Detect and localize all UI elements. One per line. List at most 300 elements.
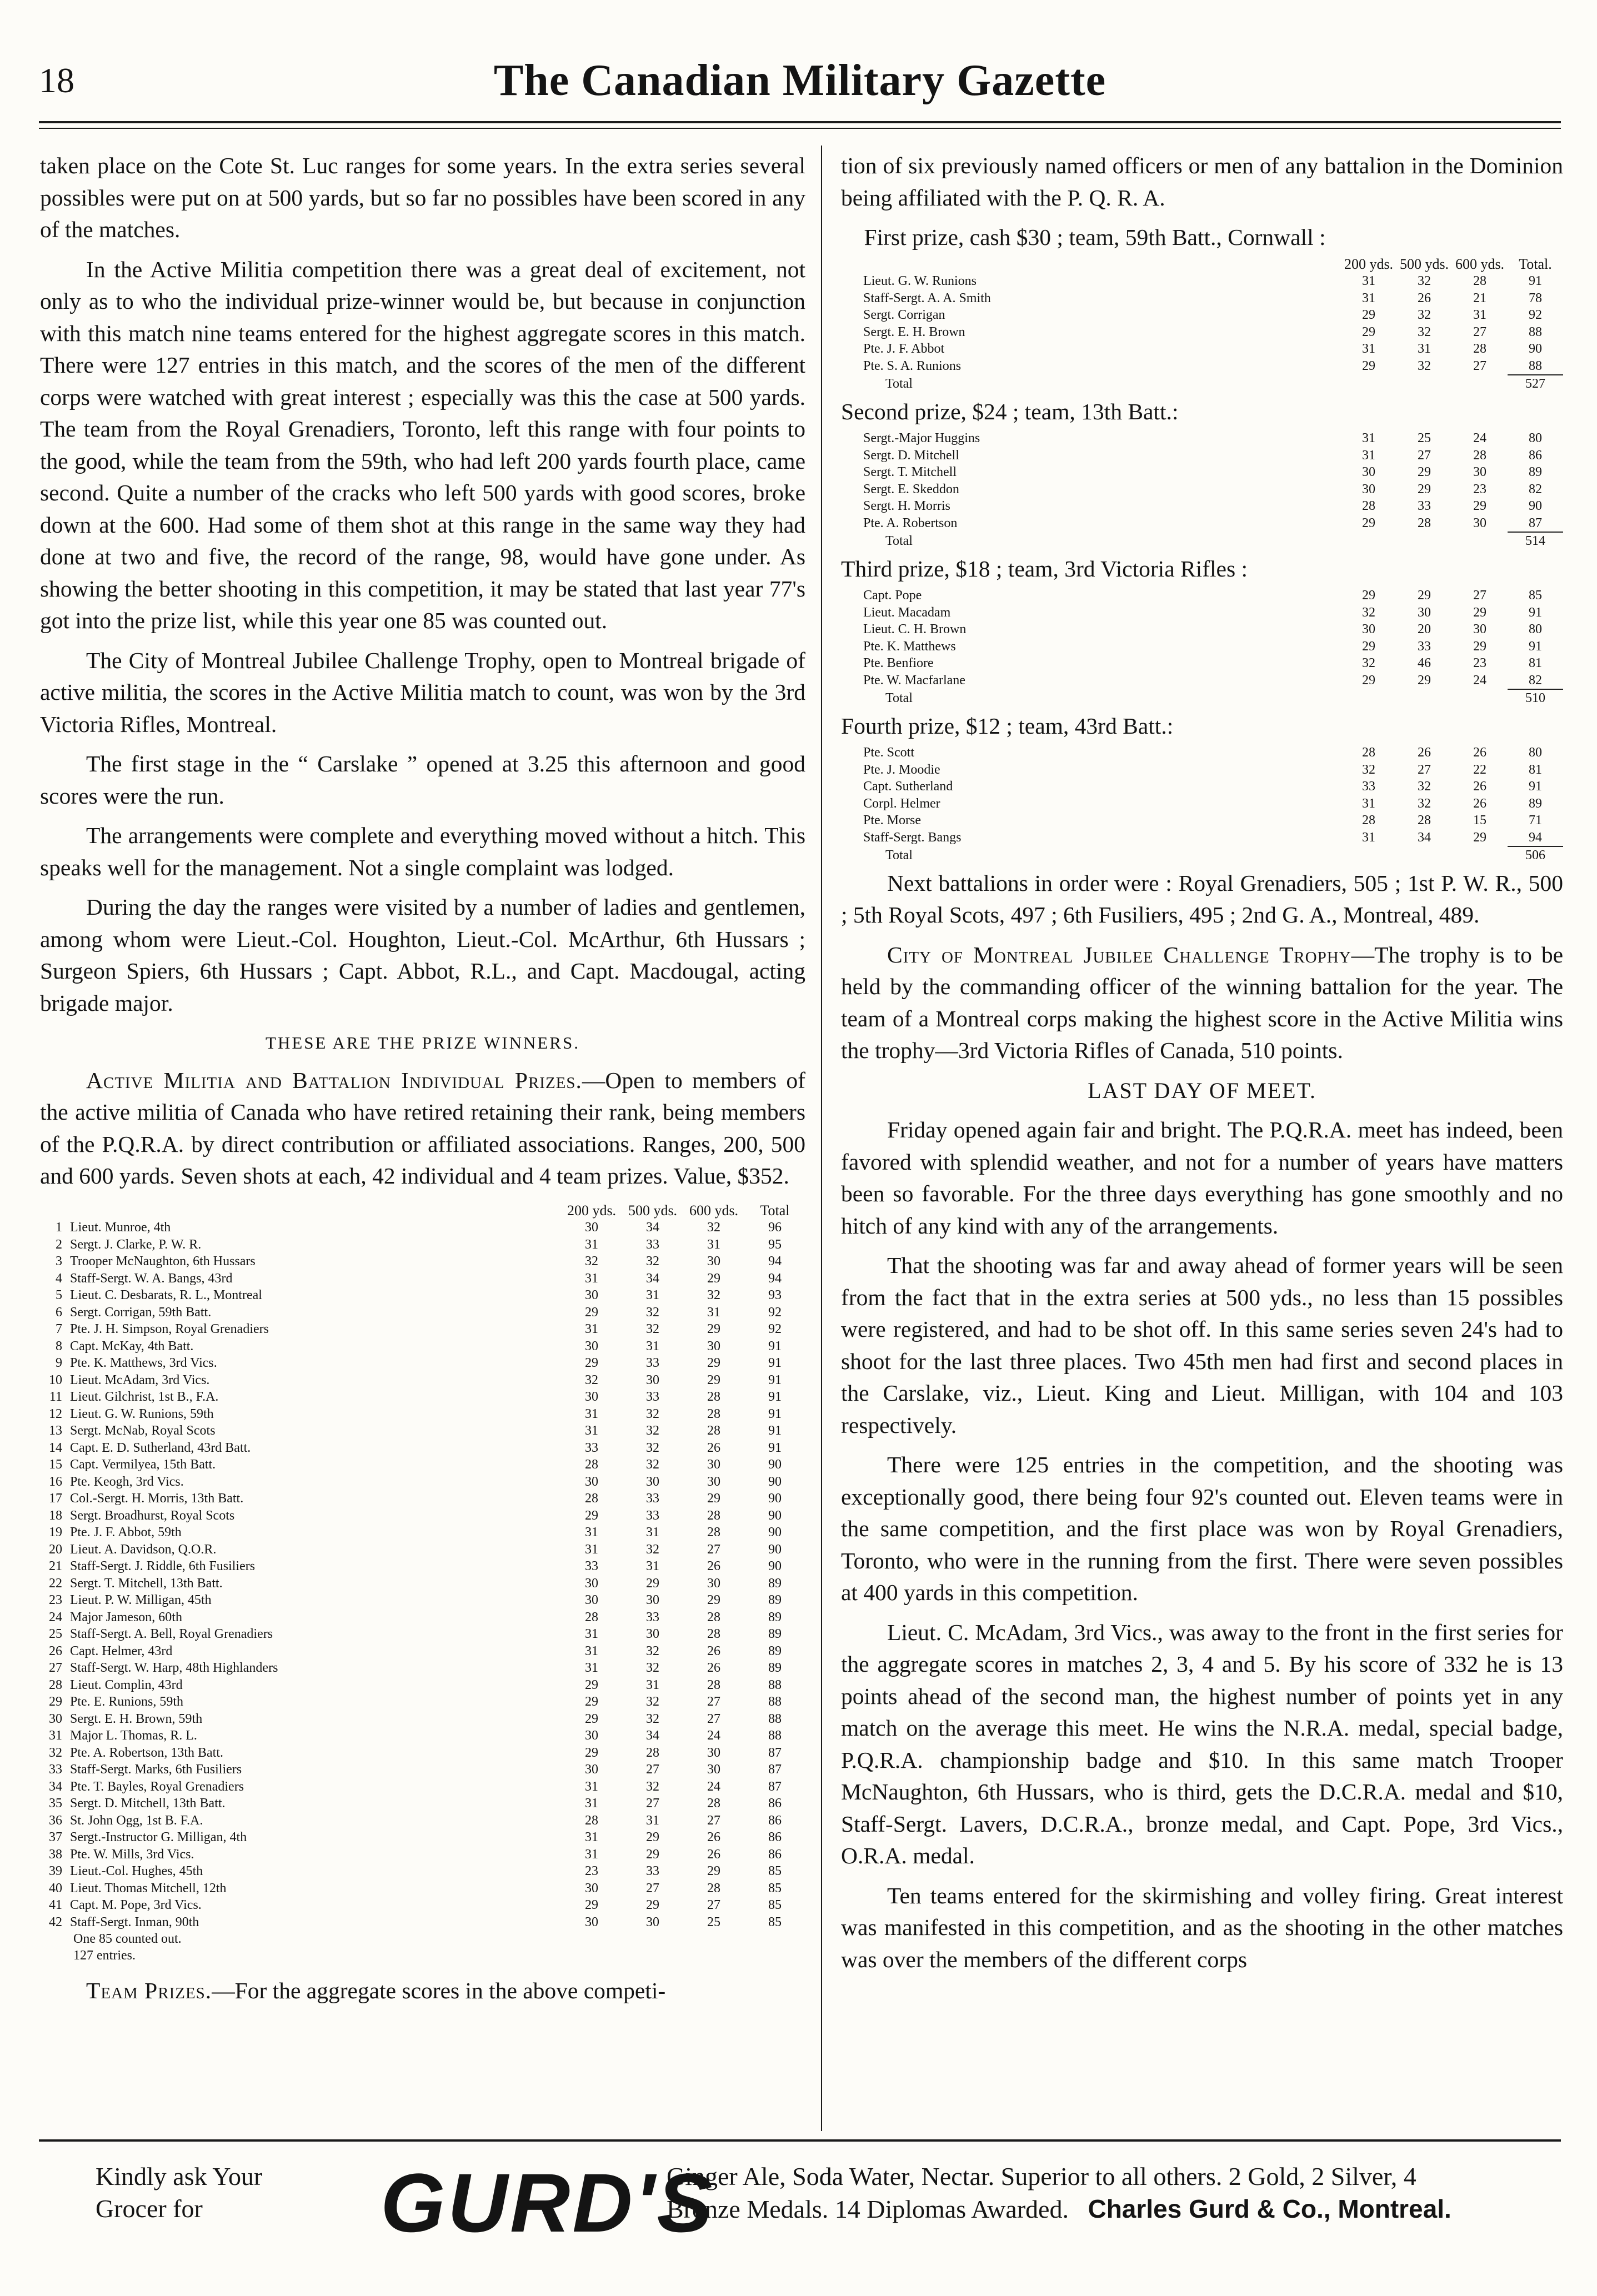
article-paragraph — [841, 939, 1563, 1067]
article-paragraph: The first stage in the “ Carslake ” opened at 3.25 this afternoon and good scores were the run. — [40, 751, 805, 809]
score-cell: 32 — [707, 1220, 720, 1235]
score-cell: 32 — [646, 1643, 659, 1658]
gurds-logo: GURD'S — [381, 2156, 715, 2249]
ad-line — [667, 2193, 1451, 2225]
name-cell: Capt. Helmer, 43rd — [70, 1643, 173, 1658]
team-score-table — [841, 744, 1563, 864]
table-row — [40, 1440, 805, 1457]
score-cell: 30 — [585, 1576, 598, 1591]
table-row — [40, 1744, 805, 1762]
score-cell: 32 — [646, 1423, 659, 1438]
empty-cell — [1341, 375, 1396, 393]
empty-cell — [1396, 532, 1452, 550]
score-cell: 26 — [707, 1830, 720, 1844]
score-cell: 28 — [707, 1627, 720, 1641]
column-header: Total — [760, 1202, 790, 1219]
score-cell: 25 — [1418, 431, 1431, 445]
name-cell: Sergt. T. Mitchell — [863, 465, 957, 479]
score-cell: 29 — [585, 1745, 598, 1760]
score-cell: 88 — [768, 1695, 782, 1709]
score-cell: 32 — [646, 1542, 659, 1557]
table-row — [40, 1829, 805, 1846]
article-paragraph: Ten teams entered for the skirmishing and volley firing. Great interest was manifested in this competition, and as the shooting in the other matches was over the members of the different corps — [841, 1882, 1563, 1972]
empty-cell — [1396, 846, 1452, 864]
score-cell: 91 — [1529, 605, 1542, 620]
score-cell: 81 — [1529, 762, 1542, 777]
rank-cell: 10 — [49, 1372, 62, 1387]
name-cell: Lieut. Gilchrist, 1st B., F.A. — [70, 1390, 219, 1404]
score-cell: 33 — [646, 1237, 659, 1252]
score-cell: 29 — [585, 1356, 598, 1370]
score-cell: 92 — [1529, 308, 1542, 322]
score-cell: 32 — [646, 1661, 659, 1675]
rank-cell: 30 — [49, 1711, 62, 1726]
score-cell: 91 — [768, 1440, 782, 1455]
score-cell: 85 — [1529, 588, 1542, 603]
score-cell: 29 — [1362, 639, 1375, 654]
score-cell: 85 — [768, 1914, 782, 1929]
score-cell: 32 — [1418, 308, 1431, 322]
score-cell: 24 — [1473, 673, 1486, 688]
table-row — [841, 761, 1563, 779]
left-column — [40, 150, 805, 2015]
rank-cell: 34 — [49, 1779, 62, 1794]
name-header — [70, 1202, 561, 1220]
name-cell: Lieut. G. W. Runions, 59th — [70, 1406, 214, 1421]
score-cell: 32 — [646, 1322, 659, 1336]
score-cell: 29 — [585, 1695, 598, 1709]
score-cell: 94 — [1529, 830, 1542, 845]
header-rule-bottom — [39, 128, 1561, 129]
rank-cell: 32 — [49, 1745, 62, 1760]
score-cell: 31 — [646, 1525, 659, 1540]
article-paragraph: Lieut. C. McAdam, 3rd Vics., was away to the front in the first series for the aggregate scores in matches 2, 3, 4 and 5. By his score of 332 he is 13 points ahead of the second man, the highest number of points yet in any match on the average this meet. He wins the N.R.A. medal, special badge, P.Q.R.A. championship badge and $10. In this same match Trooper McNaughton, 6th Hussars, who is third, gets the D.C.R.A. medal and $10, Staff-Sergt. Lavers, D.C.R.A., bronze medal, and Capt. Pope, 3rd Vics., O.R.A. medal. — [841, 1619, 1563, 1868]
total-row — [841, 532, 1563, 550]
score-cell: 89 — [768, 1576, 782, 1591]
rank-cell: 31 — [49, 1728, 62, 1743]
score-cell: 29 — [1473, 499, 1486, 513]
name-cell: Pte. S. A. Runions — [863, 359, 962, 373]
rank-cell: 21 — [49, 1559, 62, 1573]
masthead: The Canadian Military Gazette — [493, 56, 1107, 105]
column-header: 600 yds. — [1455, 255, 1505, 272]
ad-line: Ginger Ale, Soda Water, Nectar. Superior to all others. 2 Gold, 2 Silver, 4 — [667, 2162, 1416, 2190]
rank-cell: 16 — [49, 1474, 62, 1489]
name-cell: Major Jameson, 60th — [70, 1610, 182, 1625]
score-cell: 26 — [1418, 290, 1431, 305]
score-cell: 26 — [1418, 745, 1431, 760]
table-row — [841, 290, 1563, 307]
header-rule-top — [39, 121, 1561, 123]
team-score-table — [841, 430, 1563, 550]
total-label: Total — [885, 533, 913, 548]
rank-cell: 7 — [56, 1322, 62, 1336]
score-cell: 30 — [707, 1339, 720, 1353]
score-cell: 46 — [1418, 656, 1431, 670]
score-cell: 30 — [1473, 465, 1486, 479]
ad-line: Grocer for — [96, 2194, 203, 2223]
table-row — [40, 1507, 805, 1525]
name-cell: Col.-Sergt. H. Morris, 13th Batt. — [70, 1491, 244, 1506]
score-cell: 29 — [1362, 673, 1375, 688]
name-cell: Staff-Sergt. A. A. Smith — [863, 290, 991, 305]
score-cell: 90 — [768, 1508, 782, 1523]
page-number: 18 — [39, 61, 74, 100]
score-cell: 32 — [1362, 605, 1375, 620]
team-score-table — [841, 256, 1563, 393]
score-cell: 28 — [707, 1881, 720, 1896]
article-paragraph: taken place on the Cote St. Luc ranges for some years. In the extra series several possibles were put on at 500 yards, but so far no possibles have been scored in any of the matches. — [40, 153, 805, 242]
name-cell: Capt. Pope — [863, 588, 922, 603]
name-cell: Sergt. T. Mitchell, 13th Batt. — [70, 1576, 223, 1591]
score-cell: 88 — [768, 1711, 782, 1726]
score-cell: 30 — [646, 1474, 659, 1489]
table-note: One 85 counted out. — [73, 1932, 182, 1946]
score-cell: 33 — [1418, 499, 1431, 513]
score-cell: 28 — [585, 1457, 598, 1472]
score-cell: 34 — [646, 1271, 659, 1286]
table-row — [40, 1795, 805, 1812]
score-cell: 30 — [1362, 465, 1375, 479]
table-row — [841, 795, 1563, 813]
rank-cell: 12 — [49, 1406, 62, 1421]
score-cell: 91 — [1529, 639, 1542, 654]
total-label: Total — [885, 690, 913, 705]
table-row — [40, 1253, 805, 1270]
score-cell: 29 — [646, 1898, 659, 1912]
name-cell: Capt. M. Pope, 3rd Vics. — [70, 1898, 202, 1912]
ad-rule — [39, 2139, 1561, 2142]
score-cell: 30 — [585, 1762, 598, 1777]
score-cell: 32 — [1362, 656, 1375, 670]
score-cell: 33 — [646, 1491, 659, 1506]
table-row — [40, 1456, 805, 1473]
score-cell: 33 — [646, 1356, 659, 1370]
column-divider — [821, 146, 822, 2131]
score-cell: 32 — [1362, 762, 1375, 777]
rank-cell: 11 — [49, 1390, 62, 1404]
score-cell: 30 — [707, 1745, 720, 1760]
name-cell: Lieut. A. Davidson, Q.O.R. — [70, 1542, 217, 1557]
table-row — [40, 1626, 805, 1643]
ad-company: Charles Gurd & Co., Montreal. — [1088, 2194, 1451, 2223]
column-header: 500 yds. — [628, 1202, 678, 1219]
score-cell: 33 — [646, 1864, 659, 1878]
score-cell: 91 — [768, 1423, 782, 1438]
score-cell: 29 — [1362, 308, 1375, 322]
name-cell: Sergt. H. Morris — [863, 499, 950, 513]
rank-cell: 15 — [49, 1457, 62, 1472]
rank-cell: 4 — [56, 1271, 62, 1286]
score-cell: 29 — [1473, 830, 1486, 845]
score-cell: 32 — [646, 1440, 659, 1455]
score-cell: 89 — [768, 1643, 782, 1658]
name-cell: Lieut. P. W. Milligan, 45th — [70, 1593, 212, 1607]
table-row — [841, 638, 1563, 655]
table-row — [841, 621, 1563, 638]
name-cell: Lieut.-Col. Hughes, 45th — [70, 1864, 203, 1878]
score-cell: 28 — [707, 1525, 720, 1540]
score-cell: 30 — [585, 1339, 598, 1353]
table-row — [40, 1558, 805, 1575]
score-cell: 27 — [707, 1813, 720, 1828]
rank-cell: 8 — [56, 1339, 62, 1353]
section-heading: LAST DAY OF MEET. — [1088, 1077, 1316, 1103]
table-row — [841, 358, 1563, 375]
paragraph-lead: Active Militia and Battalion Individual Prizes. — [86, 1067, 582, 1093]
rank-cell: 14 — [49, 1440, 62, 1455]
name-cell: Pte. T. Bayles, Royal Grenadiers — [70, 1779, 244, 1794]
name-cell: Staff-Sergt. J. Riddle, 6th Fusiliers — [70, 1559, 256, 1573]
name-cell: Staff-Sergt. W. Harp, 48th Highlanders — [70, 1661, 278, 1675]
empty-cell — [1452, 689, 1508, 707]
rank-cell: 37 — [49, 1830, 62, 1844]
name-cell: Corpl. Helmer — [863, 796, 940, 811]
score-cell: 30 — [585, 1914, 598, 1929]
total-value: 514 — [1508, 532, 1563, 550]
rank-cell: 33 — [49, 1762, 62, 1777]
score-cell: 31 — [1362, 290, 1375, 305]
score-cell: 32 — [1418, 359, 1431, 373]
rank-cell: 28 — [49, 1677, 62, 1692]
score-cell: 30 — [707, 1762, 720, 1777]
score-cell: 29 — [1362, 588, 1375, 603]
score-cell: 85 — [768, 1898, 782, 1912]
score-cell: 31 — [585, 1779, 598, 1794]
table-row — [40, 1914, 805, 1931]
score-cell: 31 — [585, 1627, 598, 1641]
column-header: 500 yds. — [1399, 255, 1449, 272]
score-cell: 31 — [1362, 342, 1375, 356]
table-row — [40, 1219, 805, 1236]
name-cell: Lieut. McAdam, 3rd Vics. — [70, 1372, 210, 1387]
score-cell: 21 — [1473, 290, 1486, 305]
name-cell: Sergt. E. H. Brown, 59th — [70, 1711, 203, 1726]
column-header: 200 yds. — [567, 1202, 617, 1219]
total-row — [841, 689, 1563, 707]
name-cell: Trooper McNaughton, 6th Hussars — [70, 1254, 256, 1269]
table-row — [40, 1388, 805, 1406]
score-cell: 80 — [1529, 431, 1542, 445]
score-cell: 30 — [707, 1474, 720, 1489]
name-cell: Sergt.-Instructor G. Milligan, 4th — [70, 1830, 247, 1844]
score-cell: 23 — [1473, 482, 1486, 497]
ad-medals: Bronze Medals. 14 Diplomas Awarded. — [667, 2195, 1069, 2223]
rank-cell: 42 — [49, 1914, 62, 1929]
name-cell: Pte. K. Matthews, 3rd Vics. — [70, 1356, 217, 1370]
score-cell: 85 — [768, 1864, 782, 1878]
rank-cell: 38 — [49, 1847, 62, 1862]
rank-cell: 22 — [49, 1576, 62, 1591]
rank-cell: 1 — [56, 1220, 62, 1235]
score-cell: 28 — [707, 1390, 720, 1404]
table-row — [841, 498, 1563, 515]
table-row — [40, 1863, 805, 1880]
total-row — [841, 375, 1563, 393]
table-row — [40, 1304, 805, 1321]
score-cell: 29 — [585, 1677, 598, 1692]
score-cell: 30 — [585, 1390, 598, 1404]
rank-header — [40, 1202, 70, 1220]
name-cell: Lieut. Munroe, 4th — [70, 1220, 171, 1235]
score-cell: 31 — [1473, 308, 1486, 322]
score-cell: 34 — [646, 1728, 659, 1743]
score-cell: 29 — [585, 1508, 598, 1523]
empty-cell — [1396, 375, 1452, 393]
score-cell: 31 — [585, 1542, 598, 1557]
score-cell: 31 — [646, 1339, 659, 1353]
score-cell: 28 — [707, 1796, 720, 1811]
score-cell: 29 — [707, 1356, 720, 1370]
score-cell: 94 — [768, 1271, 782, 1286]
score-cell: 28 — [646, 1745, 659, 1760]
name-cell: Pte. J. F. Abbot — [863, 342, 945, 356]
table-row — [841, 430, 1563, 447]
rank-cell: 5 — [56, 1288, 62, 1302]
score-cell: 88 — [768, 1728, 782, 1743]
table-row — [40, 1287, 805, 1304]
score-cell: 15 — [1473, 813, 1486, 828]
score-cell: 81 — [1529, 656, 1542, 670]
score-cell: 30 — [585, 1728, 598, 1743]
score-cell: 33 — [585, 1559, 598, 1573]
score-cell: 91 — [1529, 779, 1542, 794]
table-header-row — [841, 256, 1563, 273]
score-cell: 29 — [585, 1305, 598, 1320]
score-cell: 86 — [768, 1796, 782, 1811]
name-cell: Lieut. C. Desbarats, R. L., Montreal — [70, 1288, 262, 1302]
table-row — [841, 672, 1563, 690]
score-cell: 86 — [768, 1847, 782, 1862]
score-cell: 90 — [768, 1559, 782, 1573]
table-row — [841, 812, 1563, 829]
table-row — [40, 1846, 805, 1863]
score-cell: 30 — [707, 1457, 720, 1472]
score-cell: 25 — [707, 1914, 720, 1929]
score-cell: 31 — [1362, 448, 1375, 463]
name-cell: Pte. W. Mills, 3rd Vics. — [70, 1847, 194, 1862]
total-value: 510 — [1508, 689, 1563, 707]
score-cell: 27 — [646, 1796, 659, 1811]
total-value: 506 — [1508, 846, 1563, 864]
name-cell: Sergt. D. Mitchell — [863, 448, 959, 463]
score-cell: 31 — [646, 1813, 659, 1828]
score-cell: 32 — [585, 1254, 598, 1269]
score-cell: 28 — [1473, 448, 1486, 463]
ad-left-text — [96, 2160, 262, 2225]
score-cell: 23 — [585, 1864, 598, 1878]
right-column — [841, 150, 1563, 1983]
score-cell: 31 — [707, 1305, 720, 1320]
score-cell: 31 — [646, 1288, 659, 1302]
score-cell: 33 — [646, 1508, 659, 1523]
score-cell: 33 — [1418, 639, 1431, 654]
table-row — [841, 307, 1563, 324]
table-row — [40, 1270, 805, 1287]
score-cell: 91 — [1529, 274, 1542, 288]
total-value: 527 — [1508, 375, 1563, 393]
score-cell: 31 — [585, 1271, 598, 1286]
rank-cell: 41 — [49, 1898, 62, 1912]
article-paragraph: During the day the ranges were visited by a number of ladies and gentlemen, among whom were Lieut.-Col. Houghton, Lieut.-Col. McArthur, 6th Hussars ; Surgeon Spiers, 6th Hussars ; Capt. Abbot, R.L., and Capt. Macdougal, acting brigade major. — [40, 894, 805, 1016]
column-header: Total. — [1519, 255, 1552, 272]
individual-prizes-table — [40, 1202, 805, 1931]
empty-cell — [1452, 375, 1508, 393]
score-cell: 90 — [768, 1542, 782, 1557]
table-row — [40, 1490, 805, 1507]
article-paragraph: Next battalions in order were : Royal Grenadiers, 505 ; 1st P. W. R., 500 ; 5th Royal Scots, 497 ; 6th Fusiliers, 495 ; 2nd G. A., Montreal, 489. — [841, 870, 1563, 928]
score-cell: 28 — [1473, 342, 1486, 356]
prize-title: Third prize, $18 ; team, 3rd Victoria Rifles : — [841, 555, 1248, 581]
table-note: 127 entries. — [73, 1948, 136, 1963]
name-cell: Sergt. Broadhurst, Royal Scots — [70, 1508, 235, 1523]
score-cell: 31 — [1418, 342, 1431, 356]
score-cell: 28 — [707, 1677, 720, 1692]
score-cell: 85 — [768, 1881, 782, 1896]
rank-cell: 27 — [49, 1661, 62, 1675]
table-row — [841, 778, 1563, 795]
empty-cell — [1341, 532, 1396, 550]
score-cell: 27 — [1473, 324, 1486, 339]
name-cell: Capt. E. D. Sutherland, 43rd Batt. — [70, 1440, 251, 1455]
score-cell: 29 — [1473, 605, 1486, 620]
score-cell: 80 — [1529, 745, 1542, 760]
score-cell: 29 — [1362, 359, 1375, 373]
name-cell: Sergt.-Major Huggins — [863, 431, 980, 445]
score-cell: 88 — [768, 1677, 782, 1692]
table-row — [40, 1338, 805, 1355]
score-cell: 29 — [646, 1847, 659, 1862]
article-paragraph — [40, 1065, 805, 1192]
score-cell: 30 — [646, 1372, 659, 1387]
score-cell: 89 — [768, 1627, 782, 1641]
score-cell: 27 — [1418, 448, 1431, 463]
score-cell: 30 — [1362, 622, 1375, 636]
score-cell: 32 — [646, 1457, 659, 1472]
rank-cell: 29 — [49, 1695, 62, 1709]
column-header: 200 yds. — [1344, 255, 1394, 272]
rank-cell: 2 — [56, 1237, 62, 1252]
paragraph-lead: Team Prizes. — [86, 1978, 212, 2003]
score-cell: 30 — [1473, 516, 1486, 530]
name-cell: Sergt. E. H. Brown — [863, 324, 965, 339]
rank-cell: 13 — [49, 1423, 62, 1438]
score-cell: 24 — [1473, 431, 1486, 445]
score-cell: 89 — [768, 1593, 782, 1607]
table-row — [841, 604, 1563, 621]
score-cell: 31 — [585, 1661, 598, 1675]
score-cell: 78 — [1529, 290, 1542, 305]
team-score-table — [841, 587, 1563, 707]
score-cell: 28 — [707, 1610, 720, 1625]
score-cell: 26 — [707, 1559, 720, 1573]
rank-cell: 35 — [49, 1796, 62, 1811]
name-cell: Pte. Morse — [863, 813, 921, 828]
article-paragraph: tion of six previously named officers or men of any battalion in the Dominion being affiliated with the P. Q. R. A. — [841, 153, 1563, 210]
total-row — [841, 846, 1563, 864]
table-row — [841, 464, 1563, 481]
table-row — [40, 1778, 805, 1796]
score-cell: 32 — [646, 1254, 659, 1269]
name-cell: Capt. McKay, 4th Batt. — [70, 1339, 194, 1353]
table-row — [40, 1693, 805, 1711]
score-cell: 28 — [707, 1406, 720, 1421]
score-cell: 86 — [1529, 448, 1542, 463]
score-cell: 80 — [1529, 622, 1542, 636]
score-cell: 28 — [707, 1423, 720, 1438]
score-cell: 20 — [1418, 622, 1431, 636]
article-paragraph: The arrangements were complete and everything moved without a hitch. This speaks well for the management. Not a single complaint was lodged. — [40, 823, 805, 880]
